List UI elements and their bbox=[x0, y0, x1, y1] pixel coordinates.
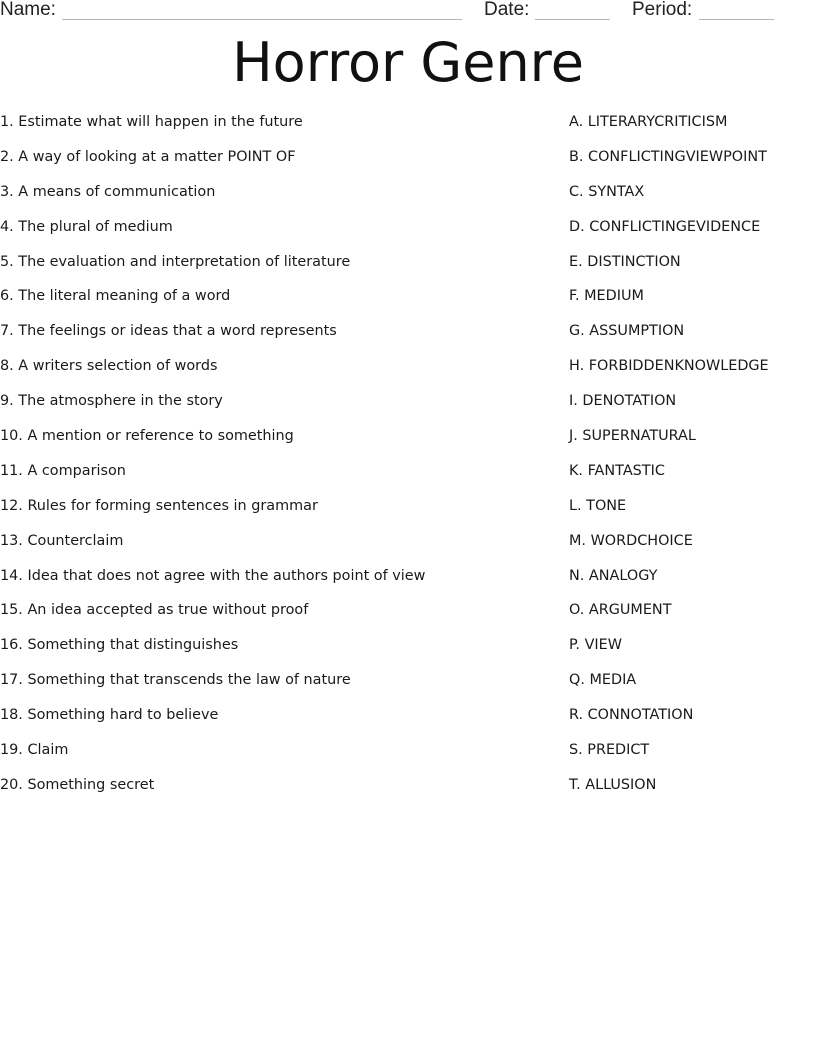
clue-item: 16. Something that distinguishes bbox=[0, 637, 239, 654]
clue-item: 7. The feelings or ideas that a word represents bbox=[0, 323, 337, 340]
clue-item: 8. A writers selection of words bbox=[0, 358, 218, 375]
clue-item: 4. The plural of medium bbox=[0, 218, 173, 235]
answer-item: A. LITERARYCRITICISM bbox=[569, 114, 728, 130]
clue-list bbox=[0, 111, 540, 809]
clue-item: 13. Counterclaim bbox=[0, 532, 124, 549]
answer-item: L. TONE bbox=[569, 497, 627, 514]
answer-item: G. ASSUMPTION bbox=[569, 323, 685, 340]
worksheet-header bbox=[0, 0, 816, 24]
period-blank-line[interactable] bbox=[699, 19, 774, 20]
answer-item: T. ALLUSION bbox=[569, 776, 657, 793]
answer-item: O. ARGUMENT bbox=[569, 602, 672, 619]
answer-item: M. WORDCHOICE bbox=[569, 532, 693, 549]
answer-item: C. SYNTAX bbox=[569, 183, 645, 200]
clue-item: 19. Claim bbox=[0, 742, 69, 759]
clue-item: 9. The atmosphere in the story bbox=[0, 393, 223, 410]
clue-item: 17. Something that transcends the law of nature bbox=[0, 672, 351, 689]
date-blank-line[interactable] bbox=[535, 19, 610, 20]
clue-item: 11. A comparison bbox=[0, 462, 126, 479]
clue-item: 6. The literal meaning of a word bbox=[0, 288, 231, 305]
answer-item: Q. MEDIA bbox=[569, 672, 637, 689]
answer-list bbox=[569, 111, 809, 809]
clue-item: 14. Idea that does not agree with the authors point of view bbox=[0, 567, 426, 584]
clue-item: 5. The evaluation and interpretation of literature bbox=[0, 253, 351, 270]
date-label: Date: bbox=[484, 0, 530, 20]
answer-item: K. FANTASTIC bbox=[569, 462, 665, 479]
clue-item: 1. Estimate what will happen in the future bbox=[0, 114, 303, 130]
answer-item: B. CONFLICTINGVIEWPOINT bbox=[569, 148, 767, 165]
answer-item: R. CONNOTATION bbox=[569, 707, 694, 724]
answer-item: F. MEDIUM bbox=[569, 288, 644, 305]
answer-item: J. SUPERNATURAL bbox=[569, 428, 696, 445]
answer-item: E. DISTINCTION bbox=[569, 253, 681, 270]
name-label: Name: bbox=[0, 0, 56, 20]
clue-item: 18. Something hard to believe bbox=[0, 707, 219, 724]
clue-item: 15. An idea accepted as true without proof bbox=[0, 602, 309, 619]
period-label: Period: bbox=[632, 0, 693, 20]
clue-item: 12. Rules for forming sentences in grammar bbox=[0, 497, 318, 514]
answer-item: H. FORBIDDENKNOWLEDGE bbox=[569, 358, 769, 375]
answer-item: S. PREDICT bbox=[569, 742, 650, 759]
clue-item: 3. A means of communication bbox=[0, 183, 216, 200]
clue-item: 2. A way of looking at a matter POINT OF bbox=[0, 148, 296, 165]
name-blank-line[interactable] bbox=[62, 19, 462, 20]
page-title: Horror Genre bbox=[232, 31, 584, 94]
answer-item: P. VIEW bbox=[569, 637, 622, 654]
answer-item: N. ANALOGY bbox=[569, 567, 658, 584]
clue-item: 10. A mention or reference to something bbox=[0, 428, 294, 445]
answer-item: D. CONFLICTINGEVIDENCE bbox=[569, 218, 761, 235]
answer-item: I. DENOTATION bbox=[569, 393, 677, 410]
clue-item: 20. Something secret bbox=[0, 776, 155, 793]
